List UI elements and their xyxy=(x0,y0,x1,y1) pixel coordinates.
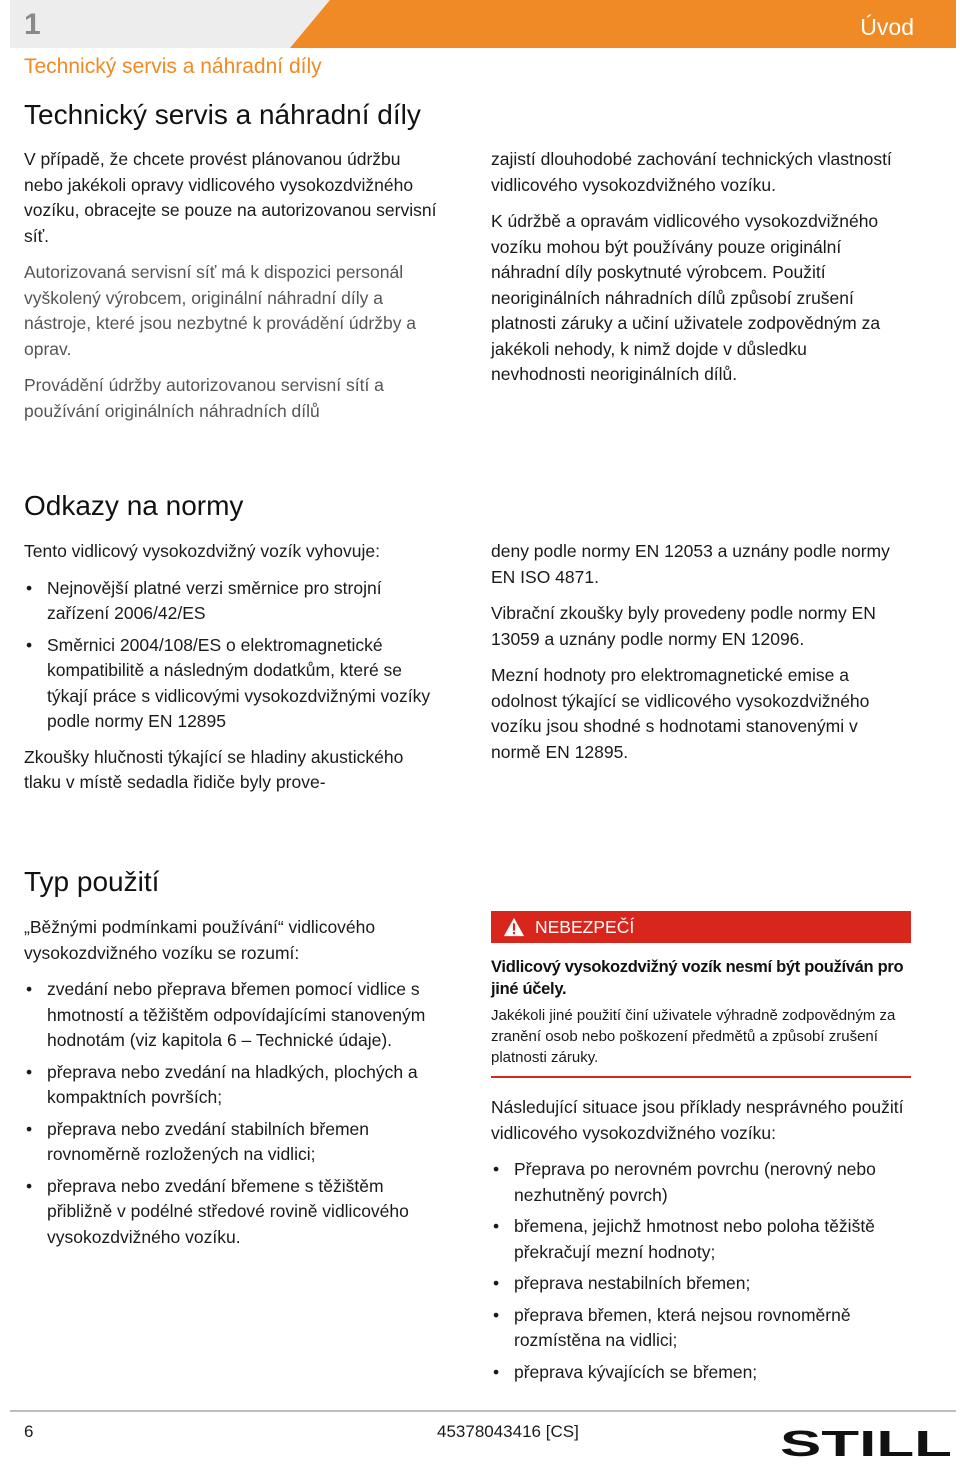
list-item: • přeprava nebo zvedání břemene s těžištěm přibližně v podélné středové rovině vidlicového vysokozdvižného vozíku. xyxy=(24,1174,444,1251)
list-item: • břemena, jejichž hmotnost nebo poloha těžiště překračují mezní hodnoty; xyxy=(491,1214,916,1265)
usage-left-column xyxy=(24,915,444,1260)
page-number: 6 xyxy=(24,1422,34,1441)
document-code: 45378043416 [CS] xyxy=(437,1422,579,1441)
list-item: • přeprava nebo zvedání stabilních břemen rovnoměrně rozložených na vidlici; xyxy=(24,1117,444,1168)
paragraph: „Běžnými podmínkami používání“ vidlicového vysokozdvižného vozíku se rozumí: xyxy=(24,917,376,963)
list-item: • přeprava nestabilních břemen; xyxy=(491,1271,916,1297)
footer-divider xyxy=(10,1410,956,1412)
still-logo-text: STILL xyxy=(780,1428,952,1458)
danger-text: Jakékoli jiné použití činí uživatele výhradně zodpovědným za zranění osob nebo poškození předmětů a způsobí zrušení platnosti záruky. xyxy=(491,1007,896,1066)
paragraph: Tento vidlicový vysokozdvižný vozík vyhovuje: xyxy=(24,541,380,561)
norms-left-column xyxy=(24,539,444,807)
list-item: • Nejnovější platné verzi směrnice pro strojní zařízení 2006/42/ES xyxy=(24,576,444,627)
misuse-column xyxy=(491,1095,916,1395)
paragraph: Následující situace jsou příklady nesprávného použití vidlicového vysokozdvižného vozíku: xyxy=(491,1097,904,1143)
paragraph: zajistí dlouhodobé zachování technických vlastností vidlicového vysokozdvižného vozíku. xyxy=(491,149,892,195)
list-item: • přeprava nebo zvedání na hladkých, plochých a kompaktních površích; xyxy=(24,1060,444,1111)
paragraph: K údržbě a opravám vidlicového vysokozdvižného vozíku mohou být používány pouze originální náhradní díly poskytnuté výrobcem. Použití neoriginálních náhradních dílů způsobí zrušení platnosti záruky a učiní uživatele zodpovědným za jakékoli nehody, k nimž dojde v důsledku nevhodnosti neoriginálních dílů. xyxy=(491,211,881,384)
danger-divider xyxy=(491,1076,911,1078)
warning-triangle-icon xyxy=(503,916,525,938)
paragraph: V případě, že chcete provést plánovanou údržbu nebo jakékoli opravy vidlicového vysokozdvižného vozíku, obracejte se pouze na autorizovanou servisní síť. xyxy=(24,149,437,246)
paragraph: Autorizovaná servisní síť má k dispozici personál vyškolený výrobcem, originální náhradní díly a nástroje, které jsou nezbytné k provádění údržby a oprav. xyxy=(24,262,417,359)
danger-label: NEBEZPEČÍ xyxy=(535,916,635,937)
paragraph: Vibrační zkoušky byly provedeny podle normy EN 13059 a uznány podle normy EN 12096. xyxy=(491,603,876,649)
misuse-list xyxy=(491,1157,916,1385)
norms-right-column xyxy=(491,539,906,776)
usage-heading: Typ použití xyxy=(24,866,160,897)
list-item: • přeprava břemen, která nejsou rovnoměrně rozmístěna na vidlici; xyxy=(491,1303,916,1354)
norms-heading: Odkazy na normy xyxy=(24,490,244,521)
section-label: Úvod xyxy=(860,14,914,40)
still-logo xyxy=(780,1428,952,1458)
list-item: • Směrnici 2004/108/ES o elektromagnetické kompatibilitě a následným dodatkům, které se týkají práce s vidlicovými vysokozdvižnými vozíky podle normy EN 12895 xyxy=(24,633,444,735)
norms-list xyxy=(24,576,444,735)
usage-list xyxy=(24,977,444,1250)
danger-banner xyxy=(491,911,911,943)
running-title: Technický servis a náhradní díly xyxy=(24,55,322,78)
paragraph: Mezní hodnoty pro elektromagnetické emise a odolnost týkající se vidlicového vysokozdvižného vozíku jsou shodné s hodnotami stanovenými v normě EN 12895. xyxy=(491,665,870,762)
danger-statement: Vidlicový vysokozdvižný vozík nesmí být používán pro jiné účely. xyxy=(491,958,904,998)
service-left-column xyxy=(24,147,439,435)
list-item: • Přeprava po nerovném povrchu (nerovný nebo nezhutněný povrch) xyxy=(491,1157,916,1208)
list-item: • zvedání nebo přeprava břemen pomocí vidlice s hmotností a těžištěm odpovídajícími stanoveným hodnotám (viz kapitola 6 – Technické údaje). xyxy=(24,977,444,1054)
service-right-column xyxy=(491,147,906,399)
chapter-number: 1 xyxy=(24,8,41,41)
header-accent xyxy=(290,0,956,48)
paragraph: Provádění údržby autorizovanou servisní sítí a používání originálních náhradních dílů xyxy=(24,375,384,421)
list-item: • přeprava kývajících se břemen; xyxy=(491,1360,916,1386)
paragraph: Zkoušky hlučnosti týkající se hladiny akustického tlaku v místě sedadla řidiče byly prove- xyxy=(24,746,404,792)
paragraph: deny podle normy EN 12053 a uznány podle normy EN ISO 4871. xyxy=(491,541,890,587)
service-heading: Technický servis a náhradní díly xyxy=(24,99,421,130)
